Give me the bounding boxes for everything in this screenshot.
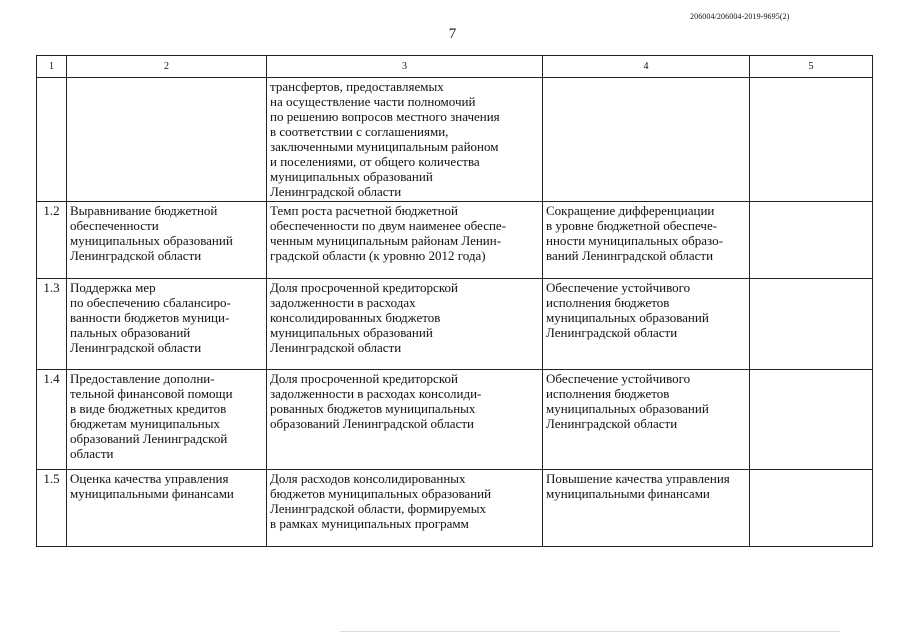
indicator-cell: Доля просроченной кредиторской задолженности в расходах консолидированных бюджетов муниципальных образований Ленинградской области	[267, 279, 543, 370]
indicator-cell: Доля расходов консолидированных бюджетов муниципальных образований Ленинградской области, формируемых в рамках муниципальных программ	[267, 470, 543, 547]
column-header: 4	[543, 56, 750, 78]
indicator-cell: Доля просроченной кредиторской задолженности в расходах консолиди- рованных бюджетов муниципальных образований Ленинградской области	[267, 370, 543, 470]
scan-artifact-line	[340, 631, 840, 632]
table-header-row	[37, 56, 873, 78]
page-number: 7	[448, 26, 457, 42]
task-cell: Выравнивание бюджетной обеспеченности муниципальных образований Ленинградской области	[67, 202, 267, 279]
note-cell	[750, 78, 873, 202]
note-cell	[750, 279, 873, 370]
column-header: 5	[750, 56, 873, 78]
row-number	[37, 78, 67, 202]
table-row	[37, 470, 873, 547]
indicator-cell: трансфертов, предоставляемых на осуществление части полномочий по решению вопросов местного значения в соответствии с соглашениями, заключенными муниципальным районом и поселениями, от общего количества муниципальных образований Ленинградской области	[267, 78, 543, 202]
row-number: 1.3	[37, 279, 67, 370]
table-row	[37, 279, 873, 370]
task-cell: Предоставление дополни- тельной финансовой помощи в виде бюджетных кредитов бюджетам муниципальных образований Ленинградской области	[67, 370, 267, 470]
row-number: 1.5	[37, 470, 67, 547]
note-cell	[750, 370, 873, 470]
note-cell	[750, 202, 873, 279]
table-row	[37, 370, 873, 470]
row-number: 1.4	[37, 370, 67, 470]
column-header: 2	[67, 56, 267, 78]
result-cell	[543, 78, 750, 202]
result-cell: Повышение качества управления муниципальными финансами	[543, 470, 750, 547]
indicator-cell: Темп роста расчетной бюджетной обеспеченности по двум наименее обеспе- ченным муниципальным районам Ленин- градской области (к уровню 2012 года)	[267, 202, 543, 279]
note-cell	[750, 470, 873, 547]
column-header: 1	[37, 56, 67, 78]
document-id: 206004/206004-2019-9695(2)	[690, 12, 790, 21]
result-cell: Обеспечение устойчивого исполнения бюджетов муниципальных образований Ленинградской области	[543, 370, 750, 470]
result-cell: Сокращение дифференциации в уровне бюджетной обеспече- нности муниципальных образо- ваний Ленинградской области	[543, 202, 750, 279]
task-cell	[67, 78, 267, 202]
column-header: 3	[267, 56, 543, 78]
table-row	[37, 78, 873, 202]
result-cell: Обеспечение устойчивого исполнения бюджетов муниципальных образований Ленинградской области	[543, 279, 750, 370]
table-row	[37, 202, 873, 279]
task-cell: Оценка качества управления муниципальными финансами	[67, 470, 267, 547]
row-number: 1.2	[37, 202, 67, 279]
program-table	[36, 55, 873, 547]
task-cell: Поддержка мер по обеспечению сбалансиро- ванности бюджетов муници- пальных образований Ленинградской области	[67, 279, 267, 370]
